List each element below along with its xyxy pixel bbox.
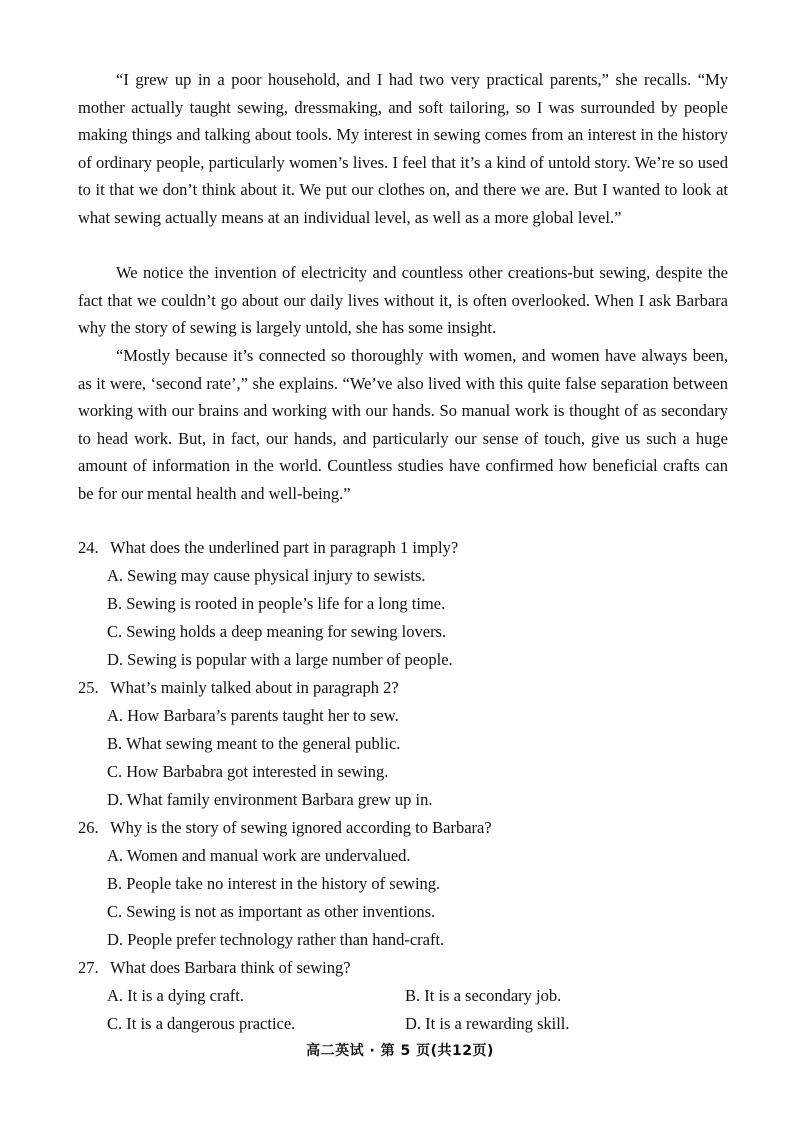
- q25-option-c: C. How Barbabra got interested in sewing.: [107, 762, 389, 781]
- q25-option-a: A. How Barbara’s parents taught her to sew.: [107, 706, 399, 725]
- q27-option-c: C. It is a dangerous practice.: [107, 1014, 296, 1033]
- q27-option-b: B. It is a secondary job.: [405, 986, 562, 1005]
- q25-option-b: B. What sewing meant to the general public.: [107, 734, 401, 753]
- question-26: [78, 814, 738, 842]
- q26-option-b: B. People take no interest in the history of sewing.: [107, 874, 441, 893]
- q24-option-d: D. Sewing is popular with a large number of people.: [107, 650, 453, 669]
- question-number: 27.: [78, 958, 99, 977]
- q26-option-d: D. People prefer technology rather than hand-craft.: [107, 930, 445, 949]
- question-25: [78, 674, 738, 702]
- q26-option-c: C. Sewing is not as important as other inventions.: [107, 902, 436, 921]
- question-24: [78, 534, 738, 562]
- question-text: What’s mainly talked about in paragraph 2?: [110, 678, 399, 697]
- q24-option-b: B. Sewing is rooted in people’s life for a long time.: [107, 594, 446, 613]
- q24-option-a: A. Sewing may cause physical injury to sewists.: [107, 566, 426, 585]
- paragraph-3: “Mostly because it’s connected so thoroughly with women, and women have always been, as it were, ‘second rate’,” she explains. “We’ve also lived with this quite false separation between working with our brains and working with our hands. So manual work is thought of as secondary to head work. But, in fact, our hands, and particularly our sense of touch, give us such a huge amount of information in the world. Countless studies have confirmed how beneficial crafts can be for our mental health and well-being.”: [78, 346, 728, 503]
- paragraph-1: “I grew up in a poor household, and I had two very practical parents,” she recalls. “My mother actually taught sewing, dressmaking, and soft tailoring, so I was surrounded by people making things and talking about tools. My interest in sewing comes from an interest in the history of ordinary people, particularly women’s lives. I feel that it’s a kind of untold story. We’re so used to it that we don’t think about it. We put our clothes on, and there we are. But I wanted to look at what sewing actually means at an individual level, as well as a more global level.”: [78, 70, 728, 227]
- question-text: Why is the story of sewing ignored according to Barbara?: [110, 818, 492, 837]
- paragraph-2: We notice the invention of electricity and countless other creations-but sewing, despite the fact that we couldn’t go about our daily lives without it, is often overlooked. When I ask Barbara why the story of sewing is largely untold, she has some insight.: [78, 263, 728, 338]
- q24-option-c: C. Sewing holds a deep meaning for sewing lovers.: [107, 622, 447, 641]
- q25-option-d: D. What family environment Barbara grew up in.: [107, 790, 433, 809]
- question-number: 25.: [78, 678, 99, 697]
- q27-option-d: D. It is a rewarding skill.: [405, 1014, 570, 1033]
- q26-option-a: A. Women and manual work are undervalued.: [107, 846, 411, 865]
- question-number: 24.: [78, 538, 99, 557]
- question-text: What does Barbara think of sewing?: [110, 958, 351, 977]
- question-number: 26.: [78, 818, 99, 837]
- question-27: [78, 954, 738, 982]
- question-text: What does the underlined part in paragraph 1 imply?: [110, 538, 459, 557]
- q27-option-a: A. It is a dying craft.: [107, 986, 245, 1005]
- page-footer: 高二英试 · 第 5 页(共12页): [306, 1043, 494, 1059]
